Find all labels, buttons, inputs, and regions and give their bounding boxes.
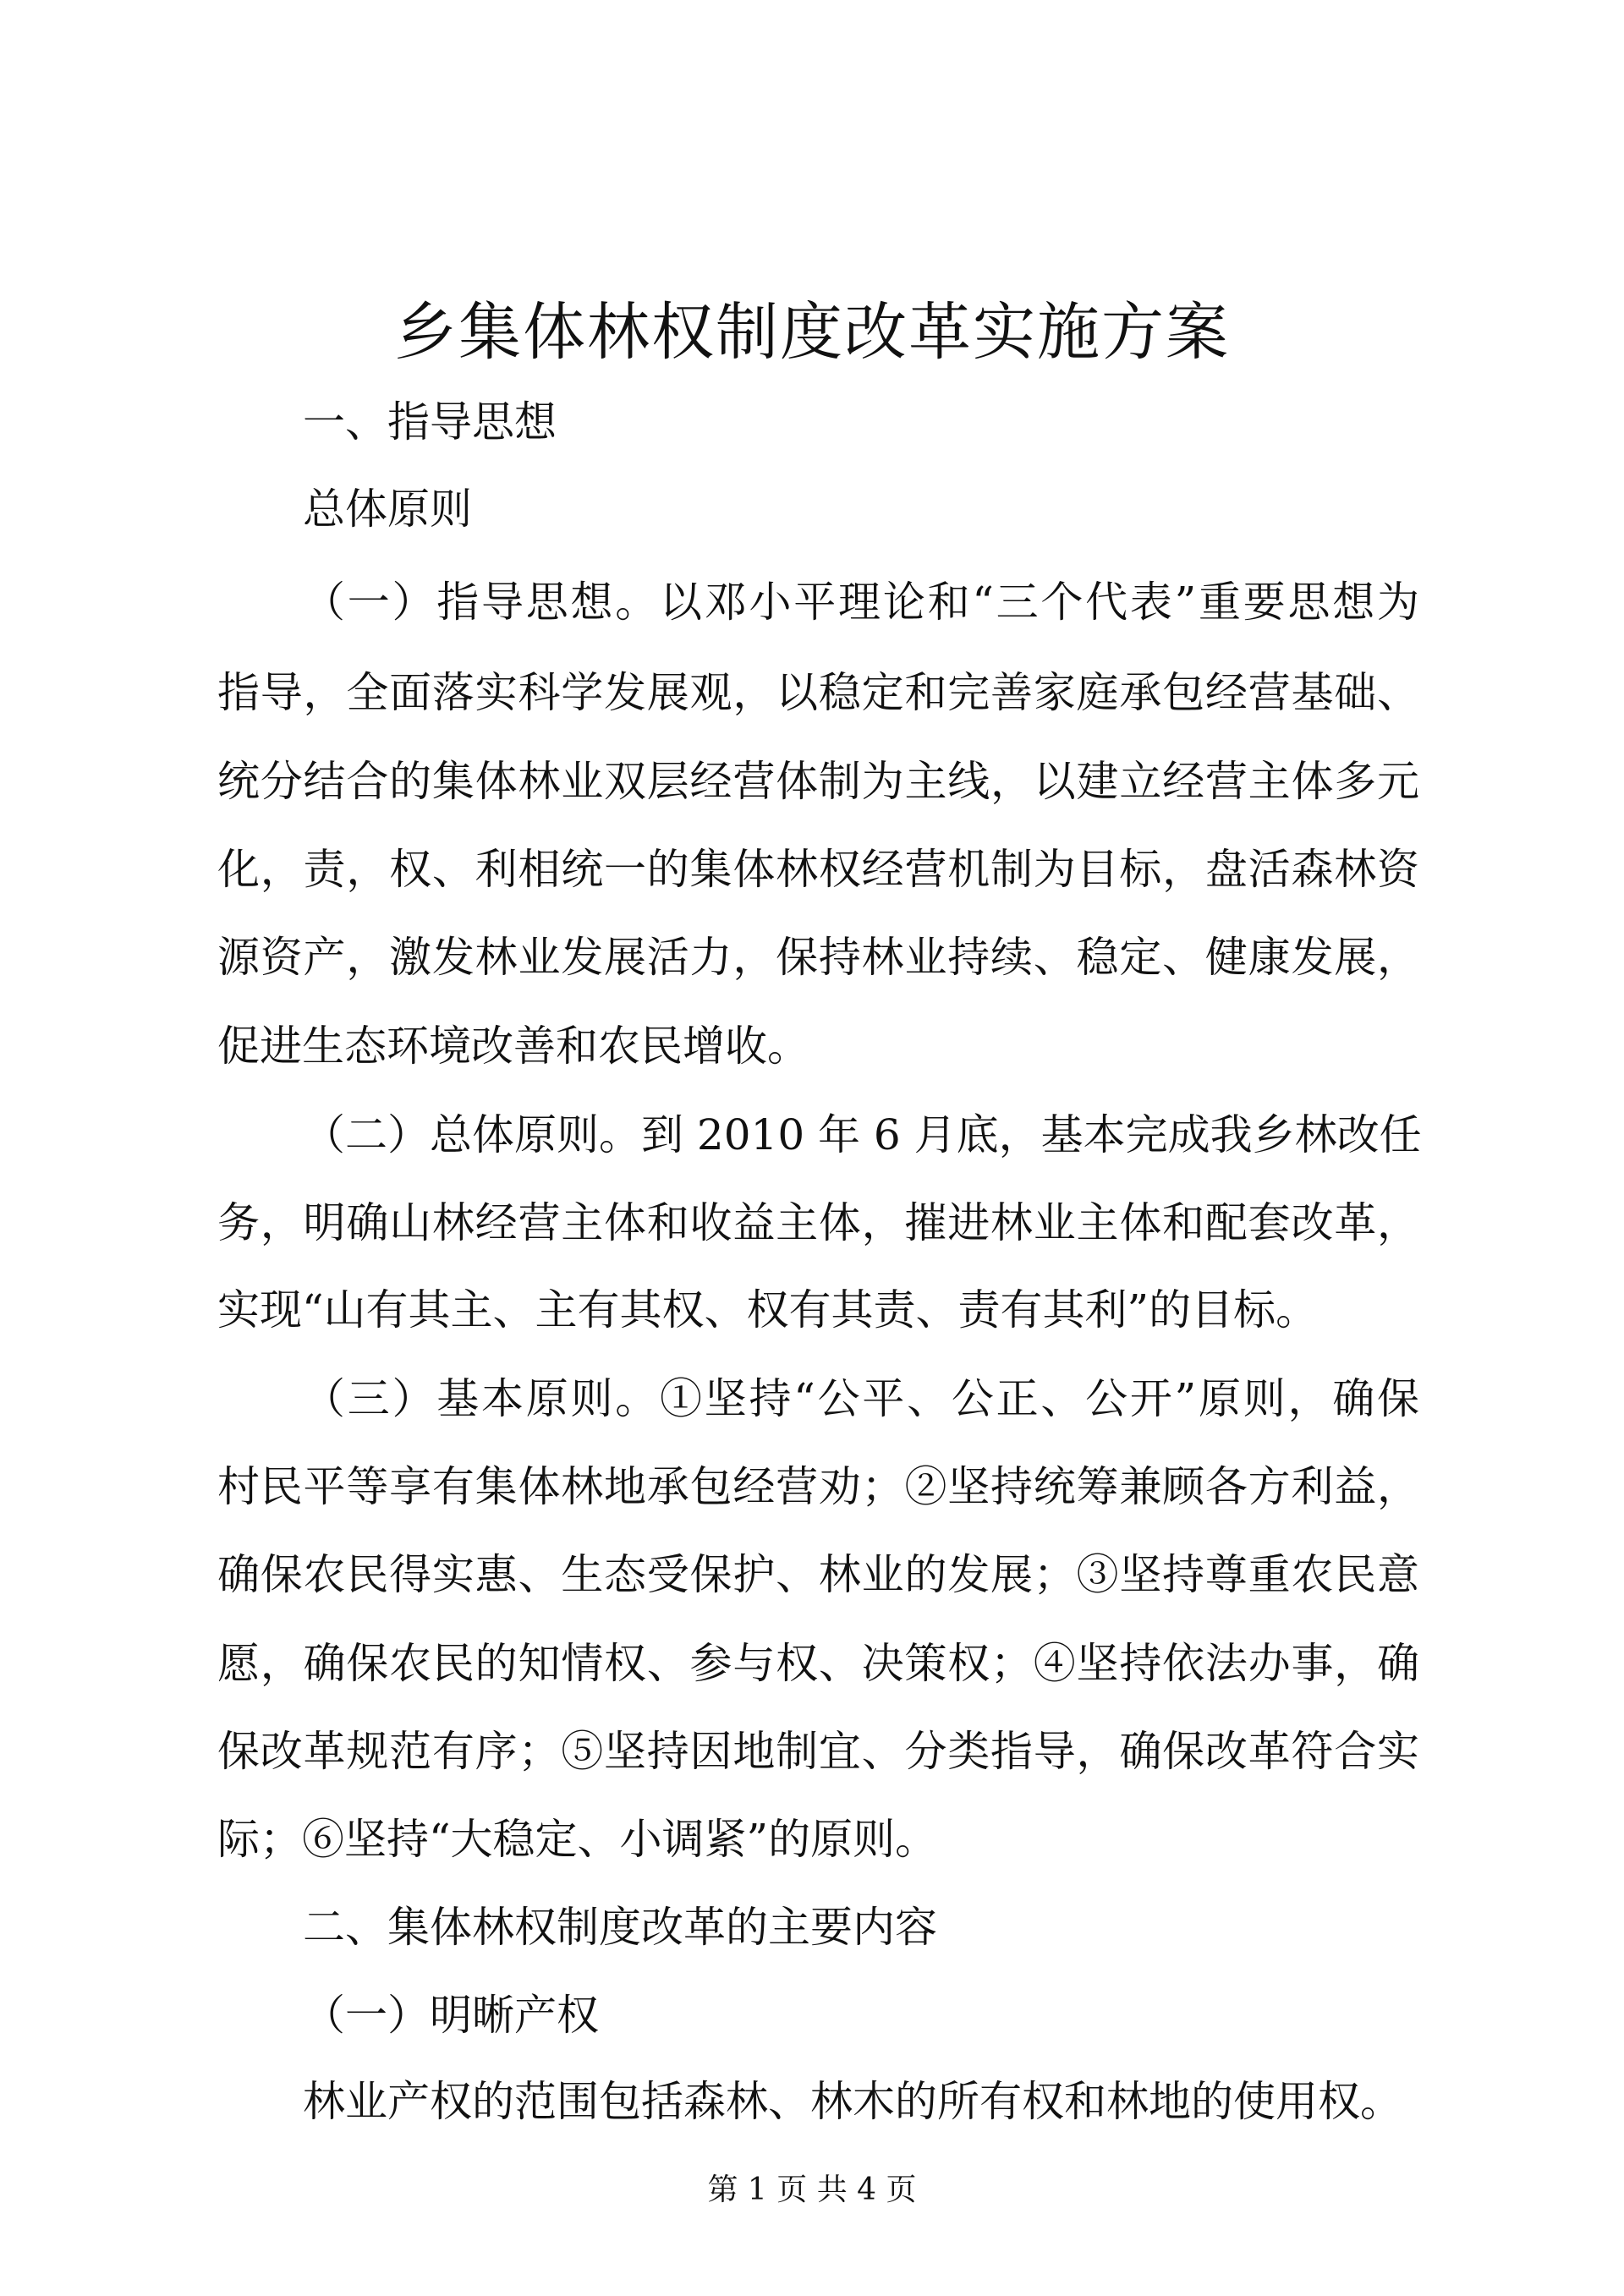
paragraph-2-line-3: 实现“山有其主、主有其权、权有其责、责有其利”的目标。 (217, 1285, 1319, 1334)
paragraph-3-line-2: 村民平等享有集体林地承包经营劝；②坚持统筹兼顾各方利益， (217, 1462, 1419, 1511)
paragraph-1-line-2: 指导，全面落实科学发展观，以稳定和完善家庭承包经营基础、 (217, 668, 1419, 717)
paragraph-3-line-5: 保改革规范有序；⑤坚持因地制宜、分类指导，确保改革符合实 (217, 1727, 1419, 1776)
paragraph-4-line-1: 林业产权的范围包括森林、林木的所有权和林地的使用权。 (303, 2077, 1402, 2126)
page-footer: 第 1 页 共 4 页 (707, 2173, 917, 2207)
paragraph-1-line-6: 促进生态环境改善和农民增收。 (217, 1022, 809, 1071)
subheading-overall-principles: 总体原则 (303, 485, 472, 534)
paragraph-1-line-1: （一）指导思想。以邓小平理论和“三个代表”重要思想为 (303, 578, 1419, 627)
paragraph-3-line-3: 确保农民得实惠、生态受保护、林业的发展；③坚持尊重农民意 (217, 1550, 1419, 1599)
paragraph-2-line-2: 务，明确山林经营主体和收益主体，摧进林业主体和配套改革， (217, 1198, 1419, 1247)
paragraph-1-line-4: 化，责，权、利相统一的集体林权经营机制为目标，盘活森林资 (217, 845, 1419, 894)
paragraph-3-line-6: 际；⑥坚持“大稳定、小调紧”的原则。 (217, 1815, 938, 1864)
section-heading-1: 一、指导思想 (303, 397, 557, 447)
paragraph-3-line-4: 愿，确保农民的知情权、参与权、决策权；④坚持依法办事，确 (217, 1639, 1419, 1688)
paragraph-3-line-1: （三）基本原则。①坚持“公平、公正、公开”原则，确保 (303, 1374, 1419, 1423)
paragraph-1-line-5: 源资产，激发林业发展活力，保持林业持续、稳定、健康发展， (217, 933, 1419, 982)
document-title: 乡集体林权制度改革实施方案 (394, 296, 1230, 369)
section-heading-2: 二、集体林权制度改革的主要内容 (303, 1903, 937, 1952)
paragraph-2-line-1: （二）总体原则。到 2010 年 6 月底，基本完成我乡林改任 (303, 1110, 1422, 1159)
paragraph-1-line-3: 统分结合的集体林业双层经营体制为主线，以建立经营主体多元 (217, 757, 1419, 806)
subheading-clarify-property-rights: （一）明晰产权 (303, 1991, 599, 2040)
